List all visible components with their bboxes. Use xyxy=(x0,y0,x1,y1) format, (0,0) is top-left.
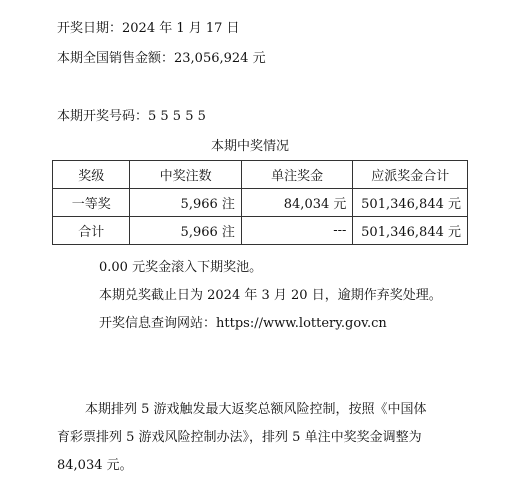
column-header-count: 中奖注数 xyxy=(130,161,241,189)
column-header-level: 奖级 xyxy=(53,161,130,189)
table-header-row xyxy=(53,161,468,189)
table-row xyxy=(53,189,468,217)
table-row xyxy=(53,217,468,245)
cell-level: 合计 xyxy=(53,217,130,245)
table-title: 本期中奖情况 xyxy=(210,139,289,154)
announcement-line-2: 育彩票排列 5 游戏风险控制办法》，排列 5 单注中奖奖金调整为 xyxy=(57,430,422,445)
cell-level: 一等奖 xyxy=(53,189,130,217)
announcement-line-1: 本期排列 5 游戏触发最大返奖总额风险控制，按照《中国体 xyxy=(85,402,427,417)
cell-total: 501,346,844 元 xyxy=(353,189,468,217)
draw-date: 开奖日期：2024 年 1 月 17 日 xyxy=(57,21,240,36)
prize-table xyxy=(52,160,468,245)
total-sales: 本期全国销售金额：23,056,924 元 xyxy=(57,51,266,66)
rollover-note: 0.00 元奖金滚入下期奖池。 xyxy=(99,260,263,275)
cell-count: 5,966 注 xyxy=(130,189,241,217)
column-header-prize: 单注奖金 xyxy=(241,161,352,189)
announcement-line-3: 84,034 元。 xyxy=(57,458,133,473)
cell-prize: --- xyxy=(241,217,352,245)
cell-prize: 84,034 元 xyxy=(241,189,352,217)
column-header-total: 应派奖金合计 xyxy=(353,161,468,189)
winning-numbers: 本期开奖号码：5 5 5 5 5 xyxy=(57,109,206,124)
cell-count: 5,966 注 xyxy=(130,217,241,245)
cell-total: 501,346,844 元 xyxy=(353,217,468,245)
website-note: 开奖信息查询网站：https://www.lottery.gov.cn xyxy=(99,316,387,331)
deadline-note: 本期兑奖截止日为 2024 年 3 月 20 日，逾期作弃奖处理。 xyxy=(99,288,442,303)
